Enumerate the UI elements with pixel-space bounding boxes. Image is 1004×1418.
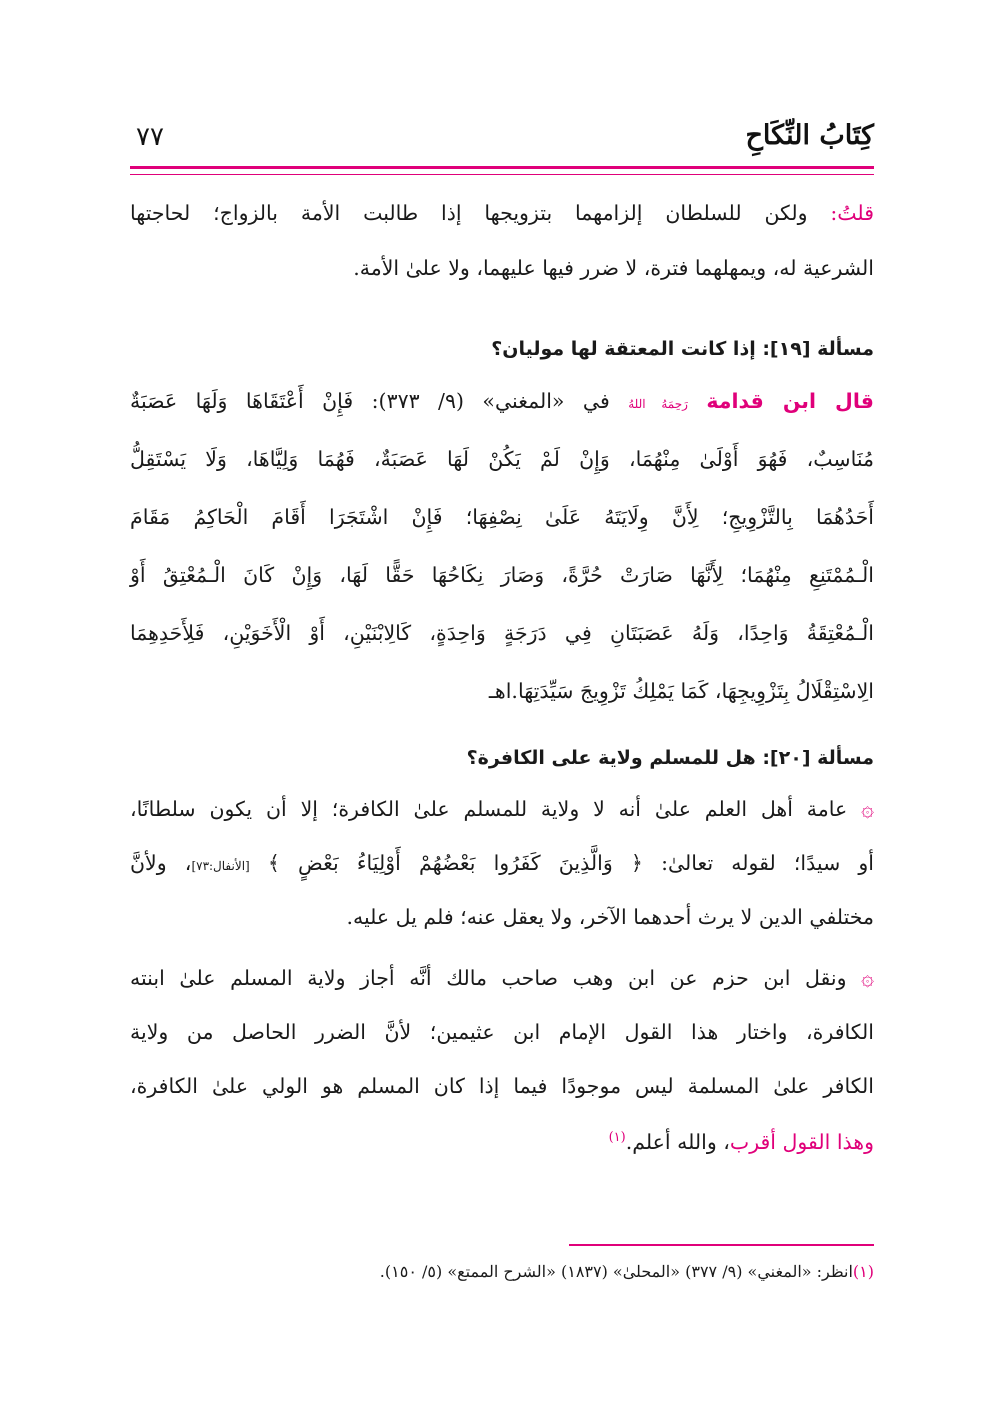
quote-line: الْـمُعْتِقَةُ وَاحِدًا، وَلَهُ عَصَبَتَانِ فِي دَرَجَةٍ وَاحِدَةٍ، كَالِابْنَيْنِ، أَوْ الْأَخَوَيْنِ، فَلِأَحَدِهِمَا [130, 621, 874, 645]
quote-line: قال ابن قدامة رَحِمَهُ اللهُ في «المغني» (٩/ ٣٧٣): فَإِنْ أَعْتَقَاهَا وَلَهَا عَصَبَةٌ [130, 389, 874, 413]
question-19-heading: مسألة [١٩]: إذا كانت المعتقة لها موليان؟ [491, 338, 874, 360]
ornament-icon: ۞ [861, 966, 874, 991]
quote-line: أَحَدُهُمَا بِالتَّزْوِيجِ؛ لِأَنَّ وِلَايَتَهُ عَلَىٰ نِصْفِهَا؛ فَإِنْ اشْتَجَرَا أَقَامَ الْحَاكِمُ مَقَامَ [130, 505, 874, 529]
paragraph-line: ۞ ونقل ابن حزم عن ابن وهب صاحب مالك أنَّه أجاز ولاية المسلم علىٰ ابنته [130, 966, 874, 991]
paragraph-line: الكافر علىٰ المسلمة ليس موجودًا فيما إذا كان المسلم هو الولي علىٰ الكافرة، [130, 1074, 874, 1098]
quran-reference: [الأنفال:٧٣] [191, 859, 250, 873]
footnote: (١)انظر: «المغني» (٩/ ٣٧٧) «المحلىٰ» (١٨٣٧) «الشرح الممتع» (٥/ ١٥٠). [379, 1262, 874, 1281]
quote-line: مُنَاسِبٌ، فَهُوَ أَوْلَىٰ مِنْهُمَا، وَإِنْ لَمْ يَكُنْ لَهَا عَصَبَةٌ، فَهُمَا وَلِيَّاهَا، وَلَا يَسْتَقِلُّ [130, 447, 874, 471]
header-rule [130, 166, 874, 175]
paragraph-line: الكافرة، واختار هذا القول الإمام ابن عثيمين؛ لأنَّ الضرر الحاصل من ولاية [130, 1020, 874, 1044]
quote-line: الْـمُمْتَنِعِ مِنْهُمَا؛ لِأَنَّهَا صَارَتْ حُرَّةً، وَصَارَ نِكَاحُهَا حَقًّا لَهَا، وَإِنْ كَانَ الْـمُعْتِقُ أَوْ [130, 563, 874, 587]
honorific: رَحِمَهُ اللهُ [628, 397, 688, 411]
footnote-number: (١) [852, 1262, 874, 1281]
question-20-heading: مسألة [٢٠]: هل للمسلم ولاية على الكافرة؟ [466, 747, 874, 769]
paragraph-line: ۞ عامة أهل العلم علىٰ أنه لا ولاية للمسلم علىٰ الكافرة؛ إلا أن يكون سلطانًا، [130, 797, 874, 822]
paragraph-line: قلتُ: ولكن للسلطان إلزامهما بتزويجها إذا طالبت الأمة بالزواج؛ لحاجتها [130, 201, 874, 225]
footnote-marker: (١) [608, 1130, 626, 1146]
paragraph-line: مختلفي الدين لا يرث أحدهما الآخر، ولا يعقل عنه؛ فلم يل عليه. [346, 905, 874, 929]
quote-line: الِاسْتِقْلَالُ بِتَزْوِيجِهَا، كَمَا يَمْلِكُ تَزْوِيجَ سَيِّدَتِهَا.اهـ [488, 679, 874, 703]
conclusion-text: وهذا القول أقرب [729, 1130, 874, 1154]
page-number: ٧٧ [136, 122, 164, 152]
paragraph-line: أو سيدًا؛ لقوله تعالىٰ: ﴿ وَالَّذِينَ كَفَرُوا بَعْضُهُمْ أَوْلِيَاءُ بَعْضٍ ﴾ [الأنفال:٧٣]، ولأنَّ [130, 851, 874, 875]
page-header [130, 120, 874, 160]
paragraph-line: وهذا القول أقرب، والله أعلم.$^{(١)}$ [608, 1130, 874, 1154]
qultu-label: قلتُ: [830, 201, 874, 225]
paragraph-line: الشرعية له، ويمهلهما فترة، لا ضرر فيها عليهما، ولا علىٰ الأمة. [353, 256, 874, 280]
footnote-rule [569, 1244, 874, 1246]
book-title: كِتَابُ النِّكَاحِ [745, 120, 874, 151]
quran-verse: ﴿ وَالَّذِينَ كَفَرُوا بَعْضُهُمْ أَوْلِيَاءُ بَعْضٍ ﴾ [267, 851, 643, 875]
speaker-name: قال ابن قدامة [706, 389, 874, 413]
ornament-icon: ۞ [861, 797, 874, 822]
